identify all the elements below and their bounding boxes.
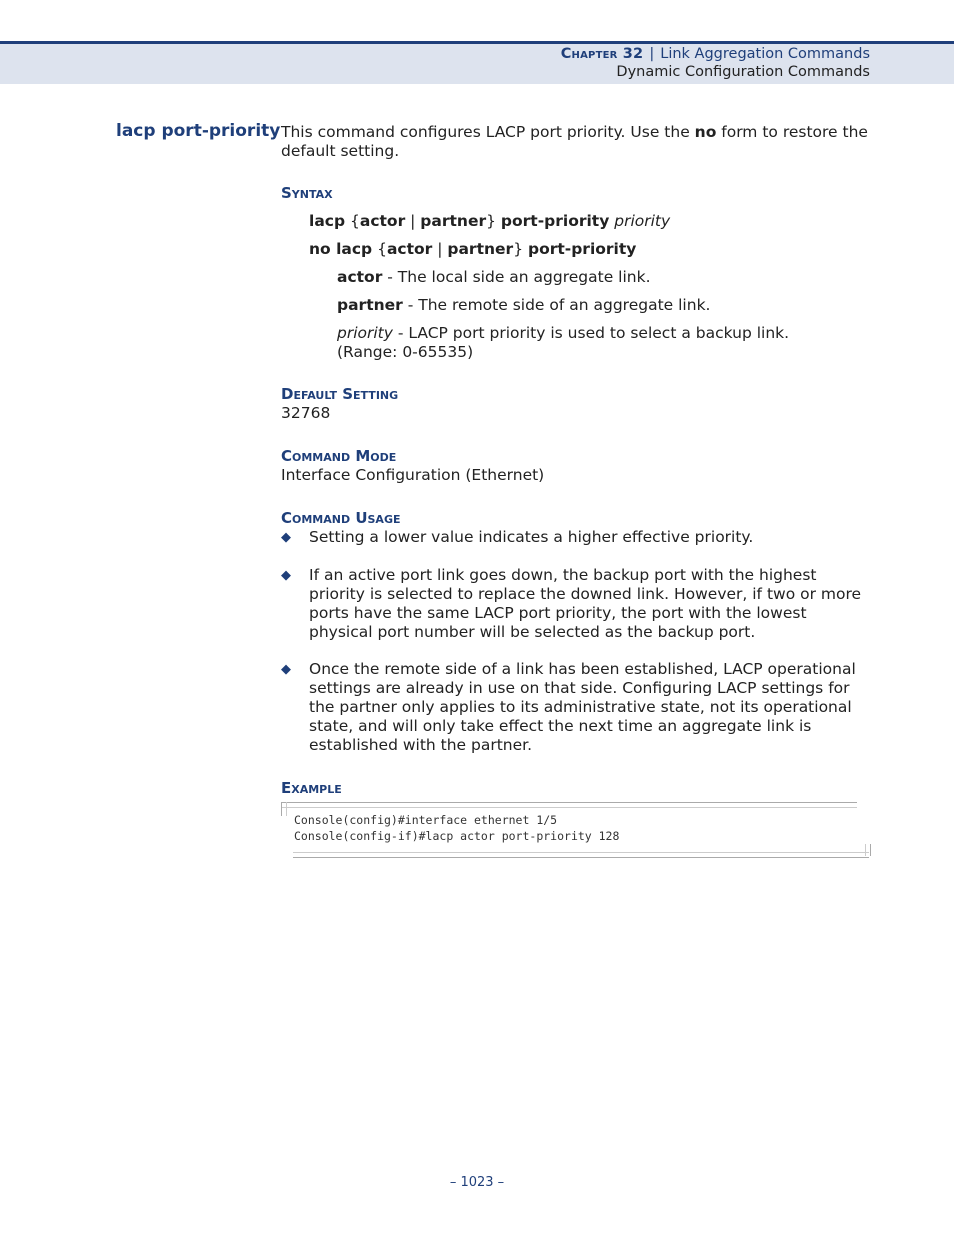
page-number: – 1023 – — [449, 1175, 505, 1190]
chapter-label: Chapter 32 — [560, 46, 644, 62]
param-desc: - The remote side of an aggregate link. — [402, 296, 711, 314]
param-term: priority — [337, 324, 393, 342]
syntax-brace: } — [486, 212, 501, 230]
param-term: partner — [337, 296, 403, 314]
param-priority — [337, 324, 807, 362]
list-item-text: Setting a lower value indicates a higher effective priority. — [309, 528, 754, 546]
intro-text: This command configures LACP port priority. Use the — [281, 123, 695, 141]
command-body — [281, 123, 871, 798]
syntax-pipe: | — [432, 240, 448, 258]
syntax-kw: partner — [447, 240, 514, 258]
code-frame-right — [865, 844, 871, 856]
code-frame-left — [281, 802, 287, 816]
syntax-kw: port-priority — [500, 212, 610, 230]
syntax-kw: partner — [420, 212, 487, 230]
list-item-text: Once the remote side of a link has been established, LACP operational settings are already in use on that side. Configuring LACP settings for the partner only applies to its administrative state, not its operational state, and will only take effect the next time an aggregate link is established with the partner. — [309, 660, 856, 754]
syntax-brace: } — [513, 240, 528, 258]
list-item — [281, 528, 871, 547]
section-title: Dynamic Configuration Commands — [616, 64, 870, 80]
syntax-kw: port-priority — [527, 240, 637, 258]
syntax-param: priority — [614, 212, 671, 230]
list-item — [281, 660, 871, 755]
command-usage-heading: Command Usage — [281, 509, 401, 527]
command-mode-value: Interface Configuration (Ethernet) — [281, 466, 545, 484]
syntax-kw: actor — [359, 212, 406, 230]
intro-text-end: form to restore the default setting. — [281, 123, 868, 160]
syntax-line-1 — [309, 212, 871, 231]
list-item — [281, 566, 871, 642]
syntax-heading: Syntax — [281, 184, 333, 202]
command-intro — [281, 123, 871, 161]
syntax-kw: no lacp — [309, 240, 373, 258]
syntax-kw: actor — [386, 240, 433, 258]
diamond-bullet-icon: ◆ — [281, 530, 291, 545]
example-heading: Example — [281, 779, 342, 797]
command-usage-list — [281, 528, 871, 755]
diamond-bullet-icon: ◆ — [281, 662, 291, 677]
code-line: Console(config-if)#lacp actor port-priority 128 — [294, 829, 620, 843]
list-item-text: If an active port link goes down, the backup port with the highest priority is selected to replace the downed link. However, if two or more ports have the same LACP port priority, the port with the lowest physical port number will be selected as the backup port. — [309, 566, 862, 641]
param-partner — [337, 296, 871, 315]
command-name: lacp port-priority — [116, 121, 281, 141]
intro-no-keyword: no — [694, 123, 717, 141]
code-line: Console(config)#interface ethernet 1/5 — [294, 813, 558, 827]
diamond-bullet-icon: ◆ — [281, 568, 291, 583]
default-setting-heading: Default Setting — [281, 385, 399, 403]
running-header-chapter — [561, 45, 870, 63]
param-desc: - The local side an aggregate link. — [382, 268, 651, 286]
syntax-pipe: | — [405, 212, 421, 230]
syntax-brace: { — [372, 240, 387, 258]
code-frame-bottom — [293, 852, 869, 858]
default-setting-value: 32768 — [281, 404, 331, 422]
param-desc: - LACP port priority is used to select a backup link. (Range: 0-65535) — [337, 324, 790, 361]
code-frame-top — [281, 802, 857, 808]
command-mode-heading: Command Mode — [281, 447, 397, 465]
chapter-title: Link Aggregation Commands — [660, 46, 870, 62]
syntax-line-2 — [309, 240, 871, 259]
syntax-kw: lacp — [309, 212, 346, 230]
running-header — [561, 45, 870, 81]
header-separator: | — [649, 46, 655, 62]
code-example — [281, 802, 869, 858]
code-block — [294, 812, 619, 844]
syntax-brace: { — [345, 212, 360, 230]
param-actor — [337, 268, 871, 287]
param-term: actor — [337, 268, 383, 286]
